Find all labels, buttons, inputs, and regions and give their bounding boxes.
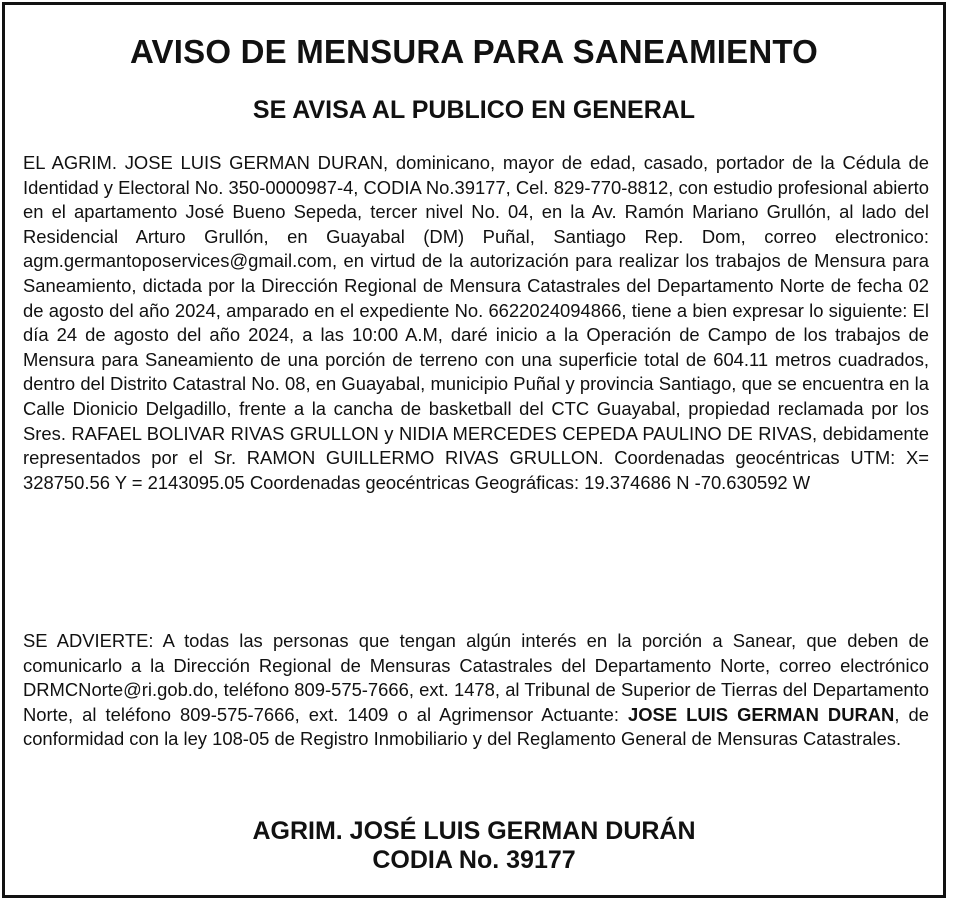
signature-name: AGRIM. JOSÉ LUIS GERMAN DURÁN — [252, 817, 696, 845]
notice-border-box — [2, 2, 946, 898]
surveyor-name-bold: JOSE LUIS GERMAN DURAN — [628, 703, 895, 725]
warning-text-end: , de conformidad con la ley 108-05 de Registro Inmobiliario y del Reglamento General de Mensuras Catastrales. — [23, 703, 929, 750]
notice-paragraph-main: EL AGRIM. JOSE LUIS GERMAN DURAN, dominicano, mayor de edad, casado, portador de la Cédula de Identidad y Electoral No. 350-0000987-4, CODIA No.39177, Cel. 829-770-8812, con estudio profesional abierto en el apartamento José Bueno Sepeda, tercer nivel No. 04, en la Av. Ramón Mariano Grullón, al lado del Residencial Arturo Grullón, en Guayabal (DM) Puñal, Santiago Rep. Dom, correo electronico: agm.germantoposervices@gmail.com, en virtud de la autorización para realizar los trabajos de Mensura para Saneamiento, dictada por la Dirección Regional de Mensura Catastrales del Departamento Norte de fecha 02 de agosto del año 2024, amparado en el expediente No. 6622024094866, tiene a bien expresar lo siguiente: El día 24 de agosto del año 2024, a las 10:00 A.M, daré inicio a la Operación de Campo de los trabajos de Mensura para Saneamiento de una porción de terreno con una superficie total de 604.11 metros cuadrados, dentro del Distrito Catastral No. 08, en Guayabal, municipio Puñal y provincia Santiago, que se encuentra en la Calle Dionicio Delgadillo, frente a la cancha de basketball del CTC Guayabal, propiedad reclamada por los Sres. RAFAEL BOLIVAR RIVAS GRULLON y NIDIA MERCEDES CEPEDA PAULINO DE RIVAS, debidamente representados por el Sr. RAMON GUILLERMO RIVAS GRULLON. Coordenadas geocéntricas UTM: X= 328750.56 Y = 2143095.05 Coordenadas geocéntricas Geográficas: 19.374686 N -70.630592 W — [23, 152, 929, 493]
notice-subtitle: SE AVISA AL PUBLICO EN GENERAL — [252, 96, 696, 124]
warning-text-start: SE ADVIERTE: A todas las personas que tengan algún interés en la porción a Sanear, que deben de comunicarlo a la Dirección Regional de Mensuras Catastrales del Departamento Norte, correo electrónico DRMCNorte@ri.gob.do, teléfono 809-575-7666, ext. 1478, al Tribunal de Superior de Tierras del Departamento Norte, al teléfono 809-575-7666, ext. 1409 o al Agrimensor Actuante: — [23, 630, 929, 725]
notice-title: AVISO DE MENSURA PARA SANEAMIENTO — [129, 33, 819, 70]
signature-block — [5, 817, 943, 875]
notice-paragraph-warning — [23, 629, 929, 752]
signature-codia: CODIA No. 39177 — [372, 846, 576, 874]
